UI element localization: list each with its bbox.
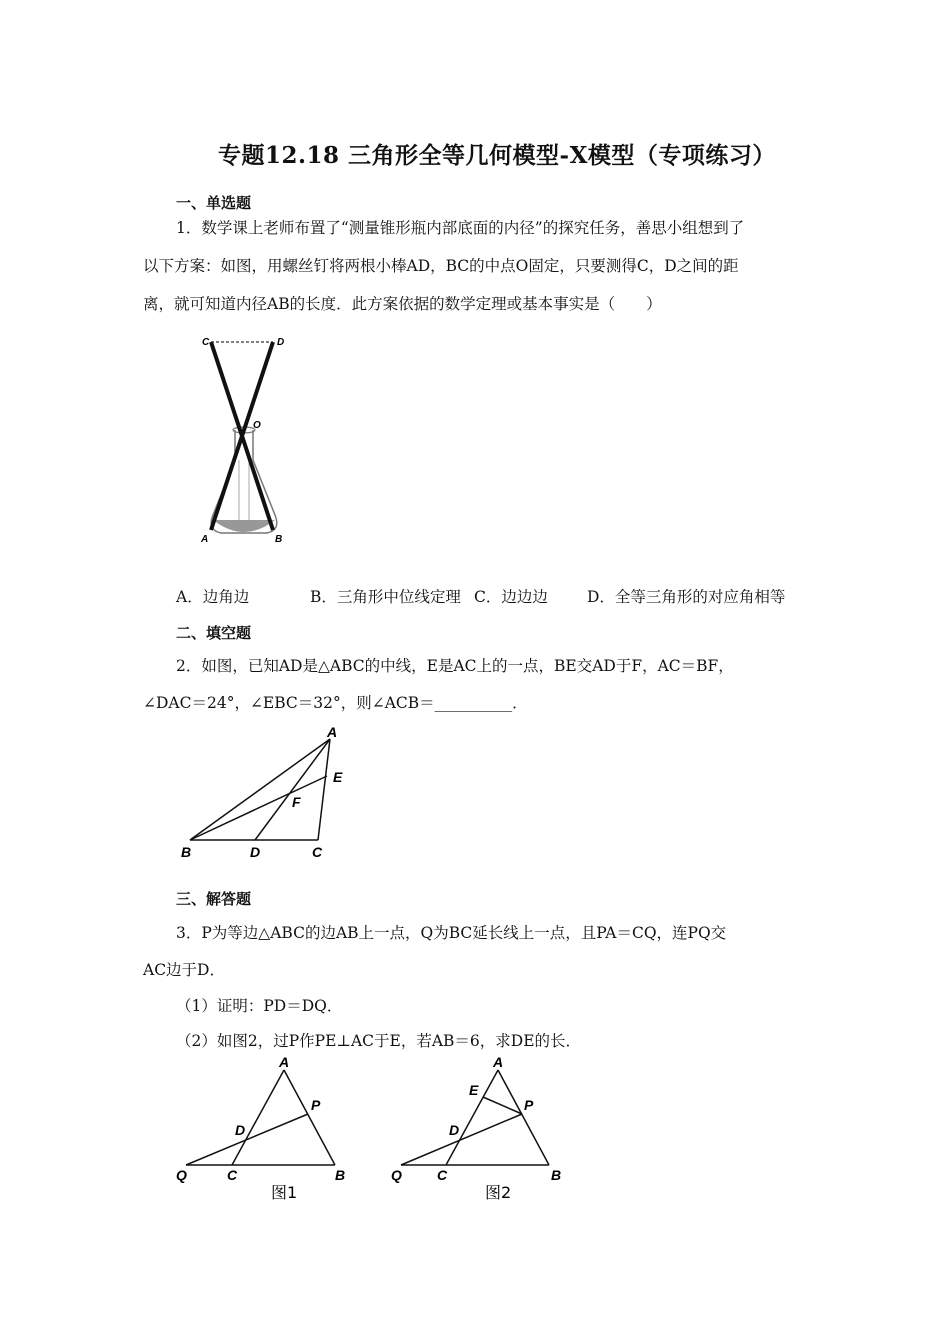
q3-fig1-label-B: B: [335, 1167, 346, 1183]
q1-option-a[interactable]: A．边角边: [176, 588, 250, 606]
q3-fig2-label-C: C: [437, 1167, 448, 1183]
q3-fig2-label-D: D: [449, 1122, 460, 1138]
q3-fig2-label-B: B: [551, 1167, 562, 1183]
q2-label-E: E: [333, 769, 343, 785]
q3-line1: 3．P为等边△ABC的边AB上一点，Q为BC延长线上一点，且PA＝CQ，连PQ交: [176, 924, 727, 942]
q2-line2: ∠DAC＝24°，∠EBC＝32°，则∠ACB＝__________．: [143, 694, 528, 712]
q1-option-b[interactable]: B．三角形中位线定理: [310, 588, 461, 606]
q3-fig2-label-P: P: [524, 1097, 534, 1113]
q1-line2: 以下方案：如图，用螺丝钉将两根小棒AD，BC的中点O固定，只要测得C，D之间的距: [143, 257, 739, 275]
q2-triangle-figure: [175, 722, 355, 867]
q1-line3: 离，就可知道内径AB的长度．此方案依据的数学定理或基本事实是（ ）: [143, 295, 662, 313]
q3-line2: AC边于D．: [143, 961, 225, 979]
q1-label-D: D: [277, 337, 285, 348]
q3-figure-2: [385, 1052, 575, 1212]
q2-line1: 2．如图，已知AD是△ABC的中线，E是AC上的一点，BE交AD于F，AC＝BF，: [176, 657, 734, 675]
q1-flask-figure: [195, 330, 295, 550]
q3-fig1-label-D: D: [235, 1122, 246, 1138]
q3-fig1-label-A: A: [279, 1054, 290, 1070]
q3-fig1-label-P: P: [311, 1097, 321, 1113]
section-heading-single-choice: 一、单选题: [176, 194, 252, 212]
q1-label-B: B: [275, 534, 283, 545]
q2-label-F: F: [292, 794, 301, 810]
q2-label-D: D: [250, 844, 261, 860]
q3-fig2-caption: 图2: [485, 1183, 512, 1202]
q1-option-c[interactable]: C．边边边: [474, 588, 548, 606]
q3-fig1-label-C: C: [227, 1167, 238, 1183]
q3-fig1-caption: 图1: [271, 1183, 298, 1202]
q2-label-B: B: [181, 844, 192, 860]
q1-label-A: A: [201, 534, 209, 545]
q3-fig2-label-A: A: [493, 1054, 504, 1070]
q3-fig1-label-Q: Q: [176, 1167, 187, 1183]
q1-line1: 1．数学课上老师布置了“测量锥形瓶内部底面的内径”的探究任务，善思小组想到了: [176, 219, 745, 237]
q3-part1: （1）证明：PD＝DQ．: [176, 997, 343, 1015]
q3-figure-1: [170, 1052, 360, 1212]
q1-label-C: C: [202, 337, 210, 348]
q3-part2: （2）如图2，过P作PE⊥AC于E，若AB＝6，求DE的长．: [176, 1032, 582, 1050]
page-title: 专题12.18 三角形全等几何模型-X模型（专项练习）: [218, 142, 776, 169]
q1-label-O: O: [253, 420, 261, 431]
q3-fig2-label-Q: Q: [391, 1167, 402, 1183]
q2-label-C: C: [312, 844, 323, 860]
q2-label-A: A: [327, 724, 338, 740]
q1-option-d[interactable]: D．全等三角形的对应角相等: [587, 588, 786, 606]
section-heading-fill-blank: 二、填空题: [176, 624, 252, 642]
q3-fig2-label-E: E: [469, 1082, 479, 1098]
section-heading-solve: 三、解答题: [176, 890, 252, 908]
